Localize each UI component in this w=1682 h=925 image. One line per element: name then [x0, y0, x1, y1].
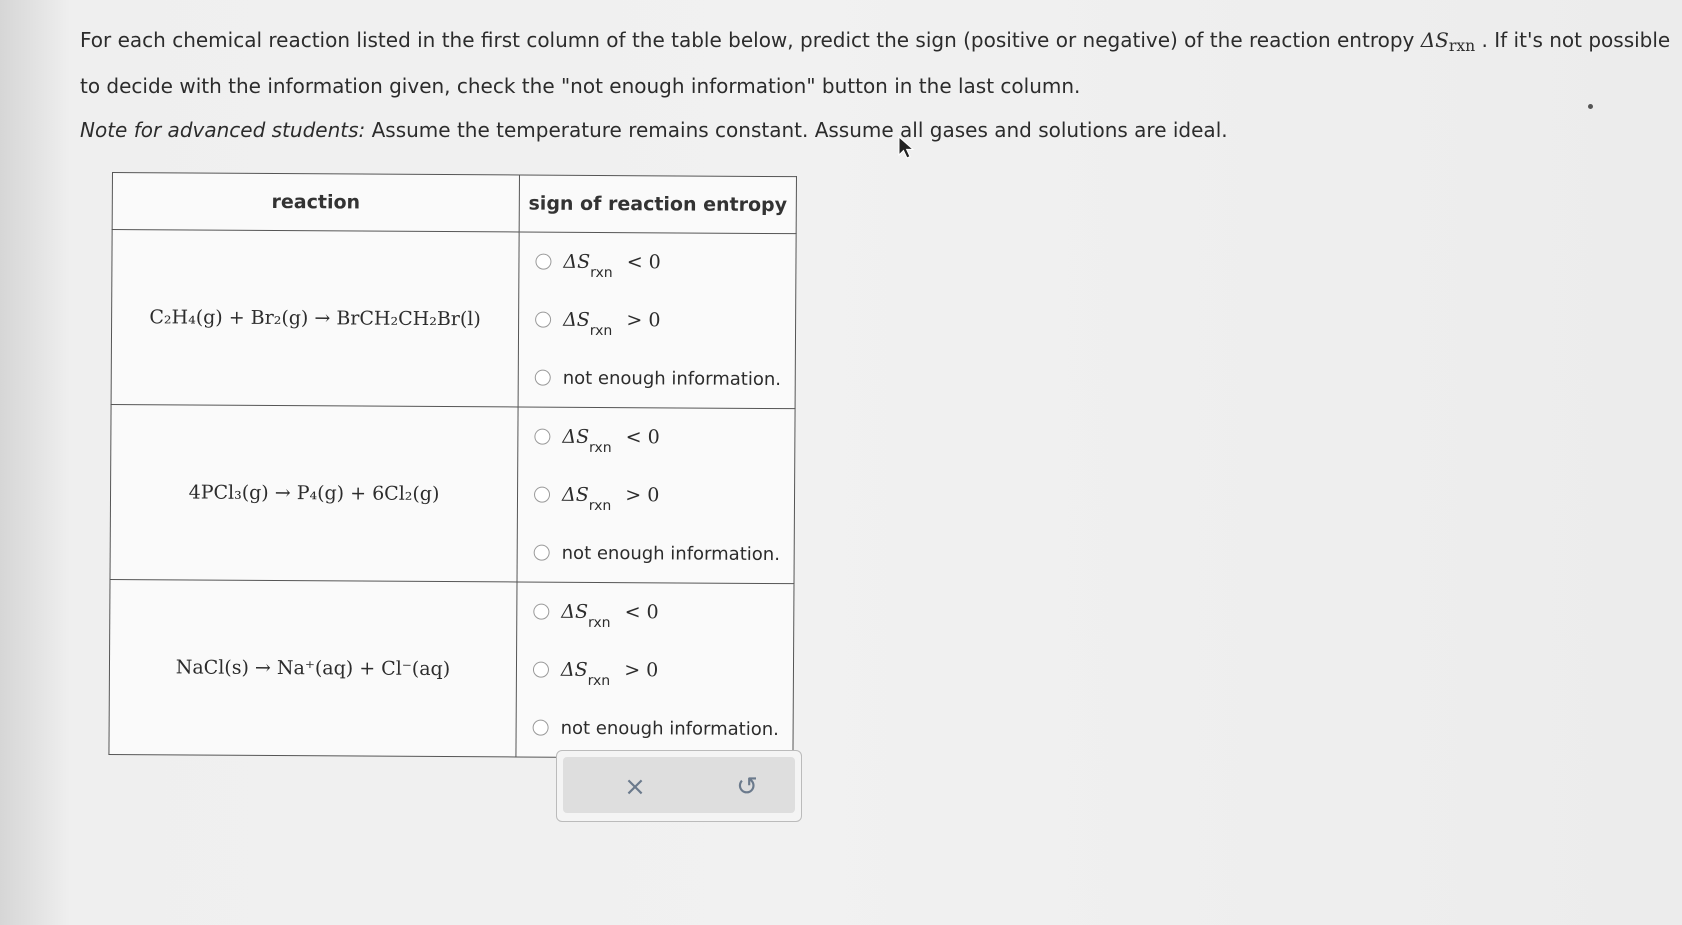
choices-cell — [517, 407, 795, 584]
delta-s: ΔS — [563, 250, 591, 273]
rxn-sub: rxn — [587, 672, 611, 690]
choices-cell — [516, 582, 794, 759]
delta-s: ΔS — [560, 658, 588, 681]
header-reaction: reaction — [112, 173, 519, 232]
close-icon: × — [624, 772, 646, 802]
rxn-sub: rxn — [587, 614, 611, 632]
option-not-enough-info[interactable] — [518, 523, 794, 583]
option-negative[interactable] — [518, 407, 794, 467]
relation: > 0 — [625, 484, 660, 507]
delta-s-symbol: ΔS — [1420, 28, 1449, 52]
option-label: not enough information. — [560, 717, 779, 740]
reaction-cell — [110, 404, 518, 581]
radio-button[interactable] — [534, 545, 550, 561]
delta-s: ΔS — [561, 483, 589, 506]
header-sign: sign of reaction entropy — [519, 175, 796, 234]
table-row — [109, 579, 794, 758]
option-label — [562, 425, 660, 457]
option-not-enough-info[interactable] — [519, 348, 795, 408]
advanced-note — [80, 108, 1670, 152]
instructions-line-1 — [80, 18, 1670, 64]
option-label — [563, 250, 661, 282]
action-panel — [556, 750, 802, 822]
choices-cell — [518, 232, 796, 409]
radio-button[interactable] — [535, 312, 551, 328]
action-bar — [563, 757, 795, 813]
rxn-sub: rxn — [589, 322, 613, 340]
radio-button[interactable] — [534, 429, 550, 445]
relation: < 0 — [626, 251, 661, 274]
table-row — [110, 404, 795, 583]
instructions — [80, 18, 1670, 152]
option-label: not enough information. — [562, 367, 782, 390]
relation: < 0 — [624, 601, 659, 624]
clear-button[interactable] — [615, 767, 655, 807]
rxn-sub: rxn — [590, 264, 613, 282]
rxn-sub: rxn — [588, 497, 612, 515]
undo-icon: ↺ — [736, 772, 758, 802]
reaction-table — [108, 172, 797, 759]
radio-button[interactable] — [533, 720, 549, 736]
note-text: Assume the temperature remains constant. Assume all gases and solutions are ideal. — [371, 118, 1228, 142]
relation: < 0 — [625, 426, 660, 449]
relation: > 0 — [624, 659, 659, 682]
reaction-cell — [109, 579, 517, 756]
radio-button[interactable] — [535, 370, 551, 386]
option-positive[interactable] — [518, 465, 794, 525]
note-label: Note for advanced students: — [80, 118, 366, 142]
radio-button[interactable] — [533, 604, 549, 620]
reaction-cell — [111, 230, 519, 407]
option-label: not enough information. — [561, 542, 781, 565]
stray-dot — [1588, 104, 1593, 109]
option-positive[interactable] — [517, 640, 793, 700]
radio-button[interactable] — [535, 254, 551, 270]
delta-s: ΔS — [561, 600, 589, 623]
reaction-equation: C₂H₄(g) + Br₂(g) → BrCH₂CH₂Br(l) — [149, 306, 481, 331]
rxn-subscript: rxn — [1448, 37, 1476, 55]
undo-button[interactable] — [727, 767, 767, 807]
option-label — [561, 483, 660, 515]
relation: > 0 — [626, 309, 661, 332]
option-label — [563, 308, 661, 340]
reaction-equation: 4PCl₃(g) → P₄(g) + 6Cl₂(g) — [188, 481, 440, 506]
option-label — [561, 600, 659, 632]
table-row — [111, 230, 796, 409]
delta-s: ΔS — [563, 308, 590, 331]
option-negative[interactable] — [519, 232, 795, 292]
reaction-equation: NaCl(s) → Na⁺(aq) + Cl⁻(aq) — [175, 656, 451, 681]
rxn-sub: rxn — [589, 439, 612, 457]
option-positive[interactable] — [519, 290, 795, 350]
instructions-line-2: to decide with the information given, check the "not enough information" button in the last column. — [80, 74, 1081, 98]
radio-button[interactable] — [533, 662, 549, 678]
option-label — [560, 658, 659, 690]
mouse-cursor-icon — [898, 136, 916, 160]
instructions-text-2: . If it's not possible — [1481, 28, 1671, 52]
instructions-text-1: For each chemical reaction listed in the first column of the table below, predict the sign (positive or negative) of the reaction entropy — [80, 28, 1415, 52]
option-negative[interactable] — [517, 582, 793, 642]
delta-s: ΔS — [562, 425, 590, 448]
radio-button[interactable] — [534, 487, 550, 503]
